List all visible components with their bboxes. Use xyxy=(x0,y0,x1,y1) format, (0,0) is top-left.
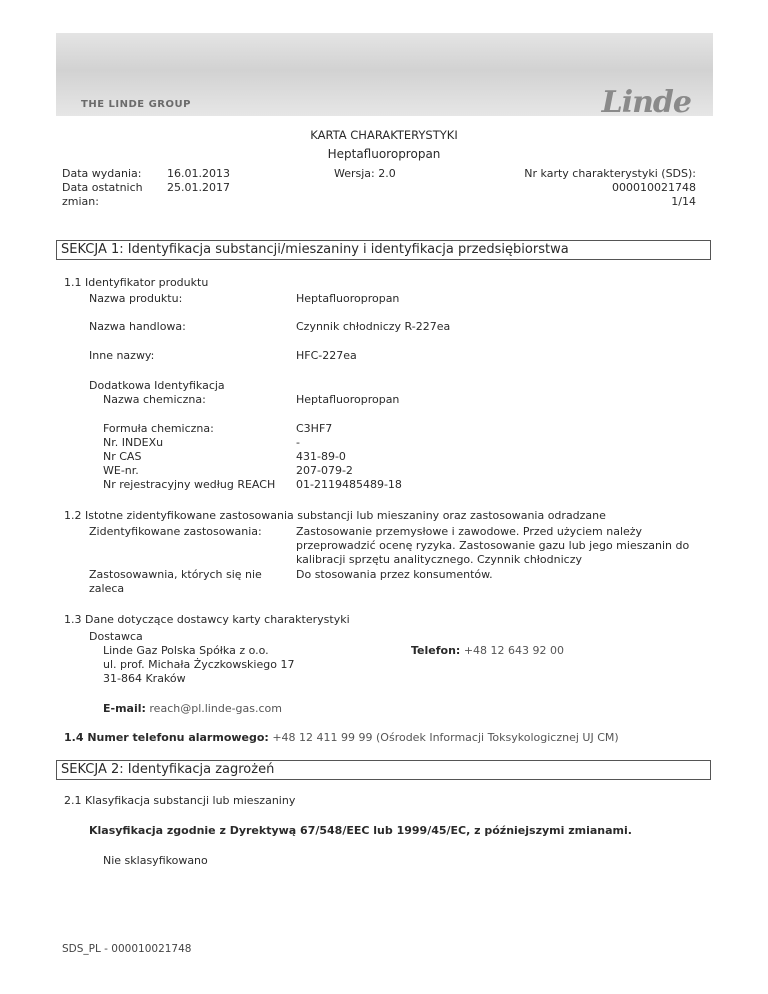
chemical-name-label: Nazwa chemiczna: xyxy=(103,393,206,406)
identified-uses-label: Zidentyfikowane zastosowania: xyxy=(89,525,262,538)
we-value: 207-079-2 xyxy=(296,464,353,477)
supplier-city: 31-864 Kraków xyxy=(103,672,186,685)
other-names-label: Inne nazwy: xyxy=(89,349,155,362)
meta-labels xyxy=(62,167,143,209)
subsection-2-1: 2.1 Klasyfikacja substancji lub mieszaniny xyxy=(64,794,296,807)
revision-date: 25.01.2017 xyxy=(167,181,230,194)
emergency-line xyxy=(64,731,619,745)
other-names-value: HFC-227ea xyxy=(296,349,357,362)
email-line xyxy=(103,702,282,716)
emergency-value[interactable]: +48 12 411 99 99 (Ośrodek Informacji Toksykologicznej UJ CM) xyxy=(272,731,619,744)
phone-line xyxy=(411,644,564,658)
meta-sds xyxy=(524,167,696,209)
cas-value: 431-89-0 xyxy=(296,450,346,463)
footer-code: SDS_PL - 000010021748 xyxy=(62,943,192,955)
formula-value: C3HF7 xyxy=(296,422,333,435)
subsection-1-2: 1.2 Istotne zidentyfikowane zastosowania substancji lub mieszaniny oraz zastosowania odradzane xyxy=(64,509,606,522)
identified-uses-line-3: kalibracji sprzętu analitycznego. Czynnik chłodniczy xyxy=(296,553,582,566)
issue-date-label: Data wydania: xyxy=(62,167,142,180)
phone-value[interactable]: +48 12 643 92 00 xyxy=(463,644,564,657)
supplier-street: ul. prof. Michała Życzkowskiego 17 xyxy=(103,658,295,671)
not-classified: Nie sklasyfikowano xyxy=(103,854,208,867)
issue-date: 16.01.2013 xyxy=(167,167,230,180)
cas-label: Nr CAS xyxy=(103,450,142,463)
reach-label: Nr rejestracyjny według REACH xyxy=(103,478,276,491)
product-title: Heptafluoropropan xyxy=(327,147,441,161)
email-value[interactable]: reach@pl.linde-gas.com xyxy=(149,702,282,715)
header-banner xyxy=(56,33,713,120)
revision-date-label-1: Data ostatnich xyxy=(62,181,143,194)
section-2-heading: SEKCJA 2: Identyfikacja zagrożeń xyxy=(56,760,711,780)
we-label: WE-nr. xyxy=(103,464,139,477)
product-name-label: Nazwa produktu: xyxy=(89,292,183,305)
sds-number: 000010021748 xyxy=(612,181,696,194)
identified-uses-line-1: Zastosowanie przemysłowe i zawodowe. Przed użyciem należy xyxy=(296,525,643,538)
advised-against-label-1: Zastosowawnia, których się nie xyxy=(89,568,262,581)
advised-against-value: Do stosowania przez konsumentów. xyxy=(296,568,493,581)
supplier-name: Linde Gaz Polska Spółka z o.o. xyxy=(103,644,269,657)
meta-dates xyxy=(167,167,230,195)
additional-id-label: Dodatkowa Identyfikacja xyxy=(89,379,225,392)
page-number: 1/14 xyxy=(671,195,696,208)
advised-against-label-2: zaleca xyxy=(89,582,125,595)
group-name: THE LINDE GROUP xyxy=(81,99,191,110)
classification-directive: Klasyfikacja zgodnie z Dyrektywą 67/548/EEC lub 1999/45/EC, z późniejszymi zmianami. xyxy=(89,824,632,837)
supplier-label: Dostawca xyxy=(89,630,143,643)
email-label: E-mail: xyxy=(103,702,146,715)
chemical-name-value: Heptafluoropropan xyxy=(296,393,400,406)
sds-number-label: Nr karty charakterystyki (SDS): xyxy=(524,167,696,180)
version: Wersja: 2.0 xyxy=(334,167,396,180)
document-type-title: KARTA CHARAKTERYSTYKI xyxy=(310,128,458,142)
identified-uses-line-2: przeprowadzić ocenę ryzyka. Zastosowanie gazu lub jego mieszanin do xyxy=(296,539,690,552)
formula-label: Formuła chemiczna: xyxy=(103,422,214,435)
index-value: - xyxy=(296,436,300,449)
product-name-value: Heptafluoropropan xyxy=(296,292,400,305)
subsection-1-3: 1.3 Dane dotyczące dostawcy karty charakterystyki xyxy=(64,613,350,626)
revision-date-label-2: zmian: xyxy=(62,195,99,208)
linde-logo: Linde xyxy=(601,85,691,120)
reach-value: 01-2119485489-18 xyxy=(296,478,402,491)
phone-label: Telefon: xyxy=(411,644,461,657)
trade-name-value: Czynnik chłodniczy R-227ea xyxy=(296,320,451,333)
section-1-heading: SEKCJA 1: Identyfikacja substancji/mieszaniny i identyfikacja przedsiębiorstwa xyxy=(56,240,711,260)
emergency-label: 1.4 Numer telefonu alarmowego: xyxy=(64,731,269,744)
trade-name-label: Nazwa handlowa: xyxy=(89,320,186,333)
index-label: Nr. INDEXu xyxy=(103,436,164,449)
subsection-1-1: 1.1 Identyfikator produktu xyxy=(64,276,209,289)
